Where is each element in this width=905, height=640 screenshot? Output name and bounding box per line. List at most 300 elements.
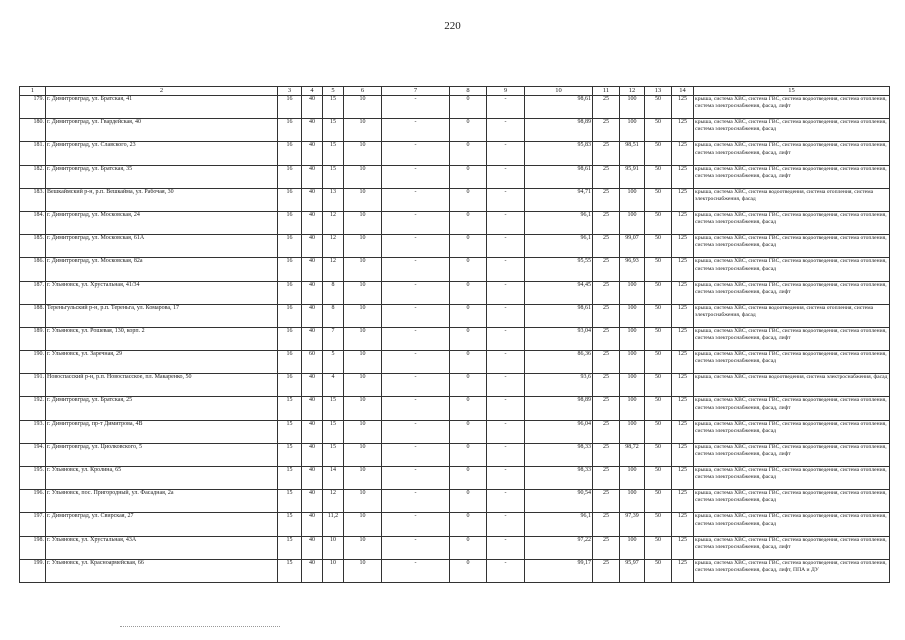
cell-col-5: 7 [323, 327, 344, 350]
address: г. Димитровград, ул. Гвардейская, 40 [46, 119, 278, 142]
cell-col-5: 4 [323, 374, 344, 397]
column-number-header: 5 [323, 87, 344, 96]
cell-col-9: - [487, 467, 525, 490]
cell-col-7: - [382, 420, 450, 443]
cell-col-9: - [487, 119, 525, 142]
cell-col-13: 50 [645, 490, 672, 513]
cell-col-13: 50 [645, 420, 672, 443]
cell-col-13: 50 [645, 96, 672, 119]
address: г. Ульяновск, ул. Заречная, 29 [46, 351, 278, 374]
column-number-header: 1 [20, 87, 46, 96]
cell-col-13: 50 [645, 467, 672, 490]
cell-col-12: 100 [620, 188, 645, 211]
table-row [20, 420, 890, 443]
cell-col-11: 25 [593, 490, 620, 513]
cell-col-7: - [382, 304, 450, 327]
address: г. Димитровград, ул. Московская, 61А [46, 235, 278, 258]
cell-col-10: 97,22 [525, 536, 593, 559]
cell-col-10: 98,89 [525, 119, 593, 142]
cell-col-4: 40 [302, 443, 323, 466]
cell-col-4: 40 [302, 536, 323, 559]
cell-col-6: 10 [344, 188, 382, 211]
cell-col-8: 0 [450, 96, 487, 119]
column-number-header: 3 [278, 87, 302, 96]
cell-col-10: 98,61 [525, 304, 593, 327]
cell-col-13: 50 [645, 304, 672, 327]
cell-col-8: 0 [450, 397, 487, 420]
cell-col-10: 98,89 [525, 397, 593, 420]
address: г. Ульяновск, ул. Кролина, 65 [46, 467, 278, 490]
works-description: крыша, система ХВС, система ГВС, система водоотведения, система отопления, система электроснабжения, фасад, лифт [694, 327, 890, 350]
table-row [20, 188, 890, 211]
housing-register-table [19, 86, 890, 583]
cell-col-8: 0 [450, 513, 487, 536]
cell-col-4: 40 [302, 420, 323, 443]
cell-col-4: 40 [302, 258, 323, 281]
cell-col-11: 25 [593, 443, 620, 466]
cell-col-12: 100 [620, 211, 645, 234]
cell-col-5: 10 [323, 536, 344, 559]
cell-col-9: - [487, 142, 525, 165]
works-description: крыша, система ХВС, система ГВС, система водоотведения, система отопления, система электроснабжения, фасад [694, 513, 890, 536]
cell-col-8: 0 [450, 559, 487, 582]
works-description: крыша, система ХВС, система ГВС, система водоотведения, система отопления, система электроснабжения, фасад, лифт [694, 142, 890, 165]
works-description: крыша, система ХВС, система ГВС, система водоотведения, система отопления, система электроснабжения, фасад, лифт [694, 397, 890, 420]
cell-col-3: 15 [278, 513, 302, 536]
row-number: 186. [20, 258, 46, 281]
address: г. Димитровград, ул. Московская, 24 [46, 211, 278, 234]
works-description: крыша, система ХВС, система ГВС, система водоотведения, система отопления, система электроснабжения, фасад, лифт [694, 281, 890, 304]
works-description: крыша, система ХВС, система ГВС, система водоотведения, система отопления, система электроснабжения, фасад, лифт [694, 96, 890, 119]
cell-col-10: 96,1 [525, 513, 593, 536]
cell-col-13: 50 [645, 165, 672, 188]
scan-artifact-line [120, 626, 280, 628]
cell-col-9: - [487, 188, 525, 211]
cell-col-5: 15 [323, 142, 344, 165]
cell-col-12: 100 [620, 467, 645, 490]
table-row [20, 513, 890, 536]
row-number: 189. [20, 327, 46, 350]
table-row [20, 304, 890, 327]
row-number: 182. [20, 165, 46, 188]
cell-col-7: - [382, 258, 450, 281]
cell-col-7: - [382, 188, 450, 211]
column-number-header: 8 [450, 87, 487, 96]
cell-col-3: 16 [278, 327, 302, 350]
cell-col-4: 40 [302, 165, 323, 188]
works-description: крыша, система ХВС, система ГВС, система водоотведения, система отопления, система электроснабжения, фасад [694, 420, 890, 443]
cell-col-8: 0 [450, 420, 487, 443]
cell-col-4: 40 [302, 374, 323, 397]
works-description: крыша, система ХВС, система ГВС, система водоотведения, система отопления, система электроснабжения, фасад, лифт, ППА и ДУ [694, 559, 890, 582]
cell-col-10: 99,17 [525, 559, 593, 582]
cell-col-3: 16 [278, 188, 302, 211]
cell-col-5: 8 [323, 304, 344, 327]
table-row [20, 490, 890, 513]
cell-col-12: 100 [620, 281, 645, 304]
cell-col-6: 10 [344, 420, 382, 443]
cell-col-6: 10 [344, 258, 382, 281]
cell-col-12: 96,93 [620, 258, 645, 281]
cell-col-14: 125 [672, 211, 694, 234]
cell-col-12: 99,07 [620, 235, 645, 258]
cell-col-7: - [382, 327, 450, 350]
cell-col-14: 125 [672, 420, 694, 443]
cell-col-3: 15 [278, 467, 302, 490]
cell-col-12: 100 [620, 351, 645, 374]
cell-col-10: 98,61 [525, 96, 593, 119]
cell-col-4: 40 [302, 304, 323, 327]
cell-col-13: 50 [645, 211, 672, 234]
address: Тереньгульский р-н, р.п. Тереньга, ул. Комарова, 17 [46, 304, 278, 327]
works-description: крыша, система ХВС, система ГВС, система водоотведения, система отопления, система электроснабжения, фасад, лифт [694, 443, 890, 466]
cell-col-14: 125 [672, 235, 694, 258]
address: г. Димитровград, ул. Братская, 25 [46, 397, 278, 420]
cell-col-3: 16 [278, 258, 302, 281]
table-header-row [20, 87, 890, 96]
cell-col-7: - [382, 119, 450, 142]
cell-col-7: - [382, 374, 450, 397]
works-description: крыша, система ХВС, система ГВС, система водоотведения, система отопления, система электроснабжения, фасад [694, 211, 890, 234]
cell-col-7: - [382, 443, 450, 466]
cell-col-3: 16 [278, 142, 302, 165]
cell-col-6: 10 [344, 211, 382, 234]
cell-col-4: 40 [302, 142, 323, 165]
cell-col-14: 125 [672, 165, 694, 188]
cell-col-8: 0 [450, 536, 487, 559]
address: г. Димитровград, ул. Славского, 23 [46, 142, 278, 165]
cell-col-14: 125 [672, 258, 694, 281]
cell-col-10: 95,83 [525, 142, 593, 165]
works-description: крыша, система ХВС, система ГВС, система водоотведения, система отопления, система электроснабжения, фасад [694, 490, 890, 513]
cell-col-10: 95,55 [525, 258, 593, 281]
cell-col-6: 10 [344, 165, 382, 188]
cell-col-5: 15 [323, 443, 344, 466]
column-number-header: 2 [46, 87, 278, 96]
cell-col-9: - [487, 536, 525, 559]
works-description: крыша, система ХВС, система ГВС, система водоотведения, система отопления, система электроснабжения, фасад [694, 119, 890, 142]
works-description: крыша, система ХВС, система водоотведения, система отопления, система электроснабжения, фасад [694, 188, 890, 211]
cell-col-3: 16 [278, 351, 302, 374]
cell-col-10: 96,1 [525, 235, 593, 258]
cell-col-9: - [487, 420, 525, 443]
cell-col-4: 40 [302, 490, 323, 513]
cell-col-6: 10 [344, 304, 382, 327]
cell-col-8: 0 [450, 211, 487, 234]
cell-col-10: 96,1 [525, 211, 593, 234]
works-description: крыша, система ХВС, система ГВС, система водоотведения, система отопления, система электроснабжения, фасад [694, 351, 890, 374]
cell-col-9: - [487, 397, 525, 420]
cell-col-14: 125 [672, 96, 694, 119]
column-number-header: 12 [620, 87, 645, 96]
cell-col-9: - [487, 258, 525, 281]
cell-col-14: 125 [672, 443, 694, 466]
cell-col-11: 25 [593, 165, 620, 188]
cell-col-9: - [487, 211, 525, 234]
table-row [20, 443, 890, 466]
cell-col-11: 25 [593, 327, 620, 350]
cell-col-12: 95,97 [620, 559, 645, 582]
cell-col-14: 125 [672, 374, 694, 397]
cell-col-14: 125 [672, 119, 694, 142]
table-row [20, 165, 890, 188]
cell-col-8: 0 [450, 467, 487, 490]
address: г. Димитровград, ул. Московская, 82а [46, 258, 278, 281]
row-number: 188. [20, 304, 46, 327]
cell-col-13: 50 [645, 559, 672, 582]
column-number-header: 9 [487, 87, 525, 96]
cell-col-13: 50 [645, 142, 672, 165]
cell-col-12: 100 [620, 490, 645, 513]
cell-col-10: 93,04 [525, 327, 593, 350]
cell-col-3: 15 [278, 443, 302, 466]
cell-col-12: 97,39 [620, 513, 645, 536]
cell-col-7: - [382, 96, 450, 119]
cell-col-11: 25 [593, 304, 620, 327]
column-number-header: 15 [694, 87, 890, 96]
table-row [20, 327, 890, 350]
cell-col-3: 16 [278, 211, 302, 234]
cell-col-3: 16 [278, 165, 302, 188]
cell-col-11: 25 [593, 281, 620, 304]
cell-col-7: - [382, 281, 450, 304]
table-row [20, 119, 890, 142]
cell-col-14: 125 [672, 142, 694, 165]
cell-col-3: 16 [278, 235, 302, 258]
cell-col-5: 5 [323, 351, 344, 374]
address: г. Димитровград, ул. Братская, 35 [46, 165, 278, 188]
cell-col-11: 25 [593, 374, 620, 397]
cell-col-12: 100 [620, 304, 645, 327]
cell-col-6: 10 [344, 119, 382, 142]
cell-col-4: 40 [302, 235, 323, 258]
cell-col-5: 14 [323, 467, 344, 490]
address: г. Ульяновск, ул. Хрустальная, 41/34 [46, 281, 278, 304]
cell-col-12: 100 [620, 327, 645, 350]
row-number: 184. [20, 211, 46, 234]
cell-col-7: - [382, 536, 450, 559]
cell-col-14: 125 [672, 327, 694, 350]
works-description: крыша, система ХВС, система ГВС, система водоотведения, система отопления, система электроснабжения, фасад [694, 258, 890, 281]
cell-col-11: 25 [593, 142, 620, 165]
cell-col-10: 98,61 [525, 165, 593, 188]
cell-col-9: - [487, 304, 525, 327]
cell-col-5: 15 [323, 119, 344, 142]
address: г. Димитровград, ул. Циолковского, 5 [46, 443, 278, 466]
cell-col-8: 0 [450, 490, 487, 513]
cell-col-7: - [382, 467, 450, 490]
table-row [20, 536, 890, 559]
row-number: 179. [20, 96, 46, 119]
cell-col-3: 15 [278, 397, 302, 420]
cell-col-8: 0 [450, 165, 487, 188]
cell-col-12: 100 [620, 96, 645, 119]
cell-col-4: 40 [302, 188, 323, 211]
cell-col-14: 125 [672, 351, 694, 374]
cell-col-7: - [382, 142, 450, 165]
cell-col-3: 16 [278, 304, 302, 327]
row-number: 181. [20, 142, 46, 165]
cell-col-5: 15 [323, 96, 344, 119]
cell-col-14: 125 [672, 559, 694, 582]
cell-col-5: 15 [323, 420, 344, 443]
table-row [20, 374, 890, 397]
row-number: 183. [20, 188, 46, 211]
cell-col-5: 12 [323, 235, 344, 258]
cell-col-8: 0 [450, 235, 487, 258]
cell-col-6: 10 [344, 142, 382, 165]
cell-col-6: 10 [344, 397, 382, 420]
cell-col-7: - [382, 559, 450, 582]
address: Новоспасский р-н, р.п. Новоспасское, пл. Макаренко, 50 [46, 374, 278, 397]
cell-col-11: 25 [593, 258, 620, 281]
cell-col-12: 95,91 [620, 165, 645, 188]
row-number: 191. [20, 374, 46, 397]
cell-col-4: 40 [302, 211, 323, 234]
cell-col-8: 0 [450, 281, 487, 304]
works-description: крыша, система ХВС, система ГВС, система водоотведения, система отопления, система электроснабжения, фасад [694, 235, 890, 258]
row-number: 198. [20, 536, 46, 559]
works-description: крыша, система ХВС, система водоотведения, система электроснабжения, фасад [694, 374, 890, 397]
cell-col-7: - [382, 235, 450, 258]
cell-col-13: 50 [645, 536, 672, 559]
cell-col-10: 94,71 [525, 188, 593, 211]
works-description: крыша, система ХВС, система ГВС, система водоотведения, система отопления, система электроснабжения, фасад, лифт [694, 165, 890, 188]
column-number-header: 14 [672, 87, 694, 96]
cell-col-6: 10 [344, 559, 382, 582]
cell-col-4: 40 [302, 96, 323, 119]
row-number: 194. [20, 443, 46, 466]
address: г. Димитровград, ул. Братская, 41 [46, 96, 278, 119]
cell-col-6: 10 [344, 513, 382, 536]
cell-col-12: 100 [620, 374, 645, 397]
cell-col-10: 98,33 [525, 467, 593, 490]
cell-col-13: 50 [645, 119, 672, 142]
cell-col-13: 50 [645, 281, 672, 304]
cell-col-4: 40 [302, 119, 323, 142]
cell-col-12: 100 [620, 119, 645, 142]
address: г. Димитровград, пр-т Димитрова, 4В [46, 420, 278, 443]
cell-col-5: 15 [323, 165, 344, 188]
cell-col-10: 86,36 [525, 351, 593, 374]
cell-col-4: 40 [302, 513, 323, 536]
cell-col-3: 16 [278, 96, 302, 119]
cell-col-10: 94,45 [525, 281, 593, 304]
cell-col-3: 16 [278, 119, 302, 142]
column-number-header: 11 [593, 87, 620, 96]
table-row [20, 559, 890, 582]
row-number: 199. [20, 559, 46, 582]
cell-col-7: - [382, 211, 450, 234]
cell-col-13: 50 [645, 235, 672, 258]
cell-col-11: 25 [593, 513, 620, 536]
cell-col-6: 10 [344, 443, 382, 466]
address: Вешкаймский р-н, р.п. Вешкайма, ул. Рабочая, 30 [46, 188, 278, 211]
column-number-header: 4 [302, 87, 323, 96]
cell-col-3: 15 [278, 490, 302, 513]
cell-col-14: 125 [672, 536, 694, 559]
cell-col-6: 10 [344, 351, 382, 374]
cell-col-10: 93,6 [525, 374, 593, 397]
cell-col-11: 25 [593, 351, 620, 374]
cell-col-7: - [382, 490, 450, 513]
cell-col-11: 25 [593, 211, 620, 234]
cell-col-14: 125 [672, 397, 694, 420]
works-description: крыша, система ХВС, система водоотведения, система отопления, система электроснабжения, фасад [694, 304, 890, 327]
row-number: 193. [20, 420, 46, 443]
cell-col-8: 0 [450, 188, 487, 211]
cell-col-13: 50 [645, 513, 672, 536]
cell-col-11: 25 [593, 420, 620, 443]
cell-col-3: 16 [278, 374, 302, 397]
cell-col-14: 125 [672, 188, 694, 211]
cell-col-5: 12 [323, 490, 344, 513]
table-row [20, 351, 890, 374]
cell-col-6: 10 [344, 490, 382, 513]
cell-col-12: 98,51 [620, 142, 645, 165]
cell-col-11: 25 [593, 397, 620, 420]
cell-col-4: 40 [302, 327, 323, 350]
cell-col-6: 10 [344, 536, 382, 559]
row-number: 195. [20, 467, 46, 490]
cell-col-12: 100 [620, 536, 645, 559]
cell-col-5: 8 [323, 281, 344, 304]
cell-col-5: 12 [323, 211, 344, 234]
cell-col-6: 10 [344, 327, 382, 350]
cell-col-4: 40 [302, 467, 323, 490]
cell-col-11: 25 [593, 235, 620, 258]
row-number: 187. [20, 281, 46, 304]
cell-col-5: 11,2 [323, 513, 344, 536]
cell-col-11: 25 [593, 188, 620, 211]
cell-col-11: 25 [593, 119, 620, 142]
cell-col-11: 25 [593, 96, 620, 119]
cell-col-4: 60 [302, 351, 323, 374]
row-number: 185. [20, 235, 46, 258]
cell-col-11: 25 [593, 467, 620, 490]
cell-col-9: - [487, 513, 525, 536]
cell-col-7: - [382, 351, 450, 374]
cell-col-9: - [487, 443, 525, 466]
cell-col-3: 15 [278, 420, 302, 443]
cell-col-10: 96,04 [525, 420, 593, 443]
cell-col-13: 50 [645, 374, 672, 397]
column-number-header: 10 [525, 87, 593, 96]
cell-col-8: 0 [450, 327, 487, 350]
cell-col-8: 0 [450, 142, 487, 165]
table-row [20, 235, 890, 258]
cell-col-13: 50 [645, 188, 672, 211]
cell-col-13: 50 [645, 327, 672, 350]
cell-col-3: 15 [278, 559, 302, 582]
cell-col-5: 13 [323, 188, 344, 211]
address: г. Ульяновск, ул. Хрустальная, 43А [46, 536, 278, 559]
cell-col-9: - [487, 351, 525, 374]
cell-col-14: 125 [672, 467, 694, 490]
cell-col-10: 90,54 [525, 490, 593, 513]
cell-col-8: 0 [450, 258, 487, 281]
cell-col-10: 98,33 [525, 443, 593, 466]
table-row [20, 96, 890, 119]
cell-col-4: 40 [302, 281, 323, 304]
table-row [20, 142, 890, 165]
address: г. Ульяновск, ул. Красноармейская, 66 [46, 559, 278, 582]
cell-col-9: - [487, 327, 525, 350]
cell-col-14: 125 [672, 513, 694, 536]
cell-col-7: - [382, 165, 450, 188]
cell-col-8: 0 [450, 443, 487, 466]
cell-col-8: 0 [450, 119, 487, 142]
